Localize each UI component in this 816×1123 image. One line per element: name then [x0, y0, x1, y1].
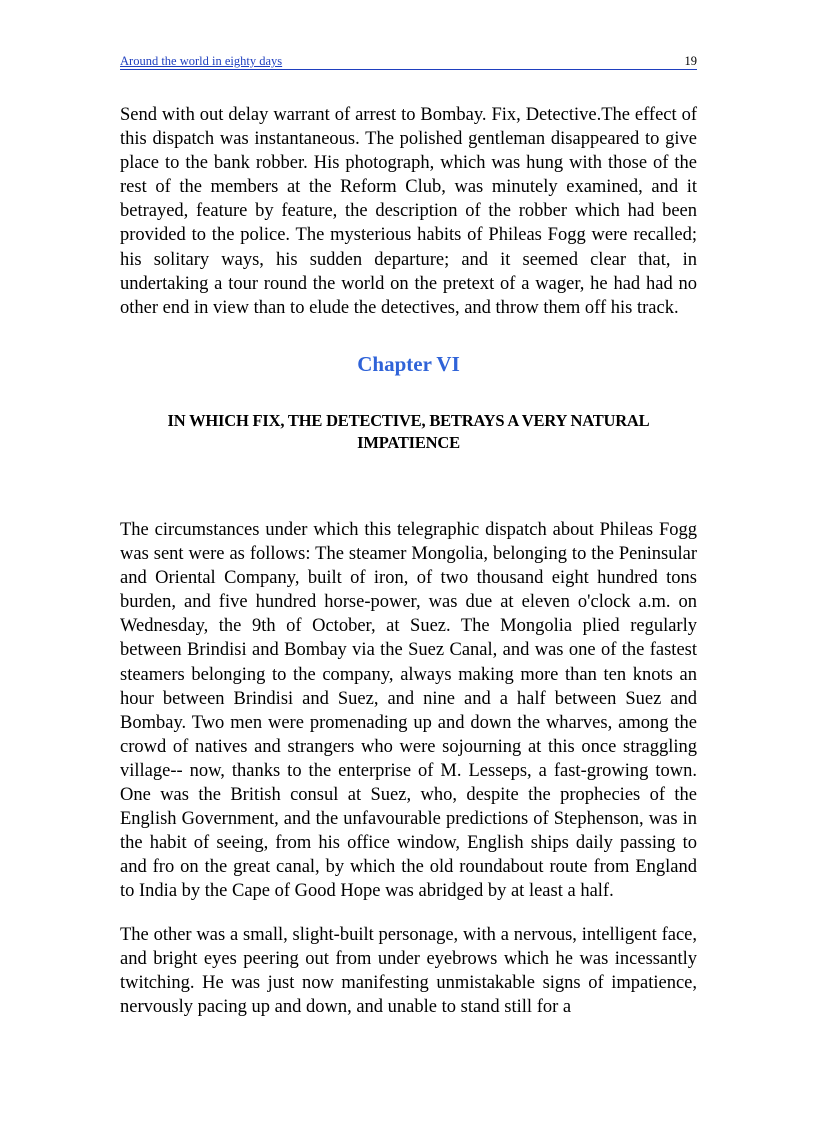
chapter-subtitle: IN WHICH FIX, THE DETECTIVE, BETRAYS A VERY NATURAL IMPATIENCE — [167, 411, 650, 452]
document-page — [120, 0, 697, 1123]
paragraph-dispatch-effect: Send with out delay warrant of arrest to Bombay. Fix, Detective.The effect of this dispatch was instantaneous. The polished gentleman disappeared to give place to the bank robber. His photograph, which was hung with those of the rest of the members at the Reform Club, was minutely examined, and it betrayed, feature by feature, the description of the robber which had been provided to the police. The mysterious habits of Phileas Fogg were recalled; his solitary ways, his sudden departure; and it seemed clear that, in undertaking a tour round the world on the pretext of a wager, he had had no other end in view than to elude the detectives, and throw them off his track. — [120, 105, 697, 318]
paragraph-mongolia-steamer: The circumstances under which this telegraphic dispatch about Phileas Fogg was sent were as follows: The steamer Mongolia, belonging to the Peninsular and Oriental Company, built of iron, of two thousand eight hundred tons burden, and five hundred horse-power, was due at eleven o'clock a.m. on Wednesday, the 9th of October, at Suez. The Mongolia plied regularly between Brindisi and Bombay via the Suez Canal, and was one of the fastest steamers belonging to the company, always making more than ten knots an hour between Brindisi and Suez, and nine and a half between Suez and Bombay. Two men were promenading up and down the wharves, among the crowd of natives and strangers who were sojourning at this once straggling village-- now, thanks to the enterprise of M. Lesseps, a fast-growing town. One was the British consul at Suez, who, despite the prophecies of the English Government, and the unfavourable predictions of Stephenson, was in the habit of seeing, from his office window, English ships daily passing to and fro on the great canal, by which the old roundabout route from England to India by the Cape of Good Hope was abridged by at least a half. — [120, 520, 697, 902]
chapter-heading: Chapter VI — [357, 352, 460, 376]
running-header — [120, 53, 697, 70]
page-number: 19 — [684, 54, 697, 68]
book-title-link[interactable]: Around the world in eighty days — [120, 54, 283, 68]
paragraph-fix-description: The other was a small, slight-built personage, with a nervous, intelligent face, and bright eyes peering out from under eyebrows which he was incessantly twitching. He was just now manifesting unmistakable signs of impatience, nervously pacing up and down, and unable to stand still for a — [120, 925, 697, 1018]
